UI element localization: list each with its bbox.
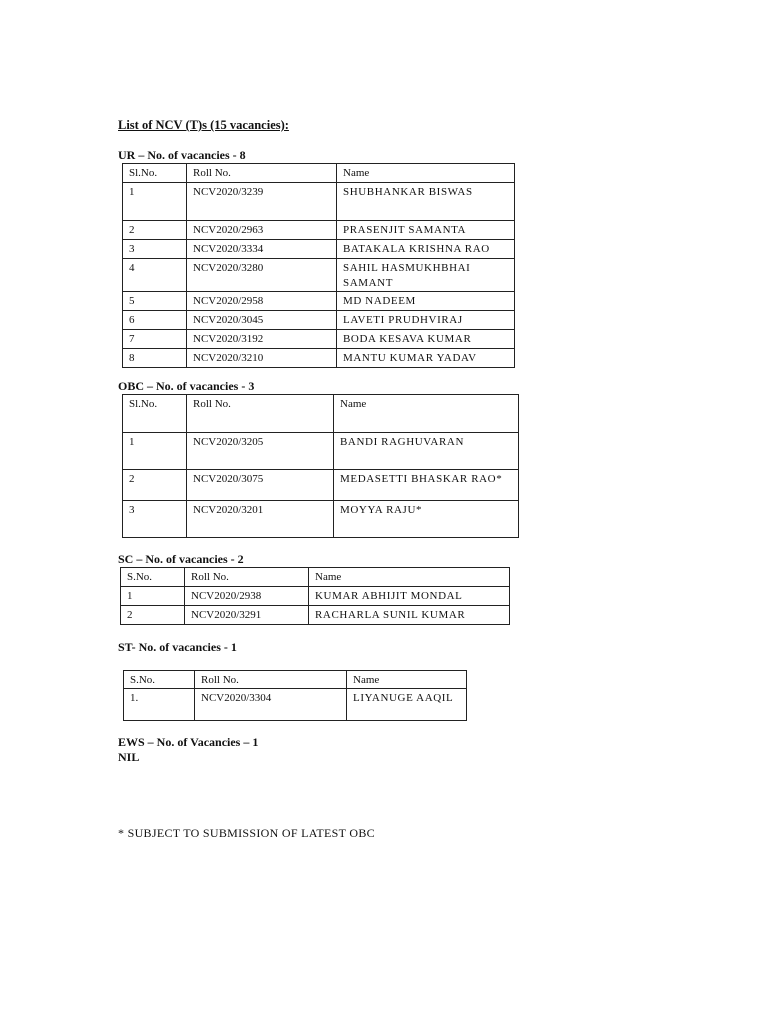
cell-name: SAHIL HASMUKHBHAI SAMANT: [337, 259, 515, 292]
cell-slno: 1.: [124, 689, 195, 721]
cell-roll: NCV2020/3192: [187, 330, 337, 349]
table-header-row: [124, 671, 467, 689]
cell-slno: 1: [123, 433, 187, 470]
col-header-slno: S.No.: [121, 568, 185, 587]
cell-roll: NCV2020/3280: [187, 259, 337, 292]
cell-name: MOYYA RAJU*: [334, 501, 519, 538]
cell-roll: NCV2020/3304: [195, 689, 347, 721]
cell-slno: 2: [123, 221, 187, 240]
table-header-row: [123, 164, 515, 183]
cell-slno: 7: [123, 330, 187, 349]
table-row: [121, 606, 510, 625]
cell-slno: 8: [123, 349, 187, 368]
cell-roll: NCV2020/2938: [185, 587, 309, 606]
cell-name: LIYANUGE AAQIL: [347, 689, 467, 721]
cell-slno: 2: [121, 606, 185, 625]
obc-heading: OBC – No. of vacancies - 3: [118, 379, 255, 393]
cell-name: LAVETI PRUDHVIRAJ: [337, 311, 515, 330]
cell-name: SHUBHANKAR BISWAS: [337, 183, 515, 221]
cell-roll: NCV2020/3210: [187, 349, 337, 368]
cell-slno: 5: [123, 292, 187, 311]
table-row: [123, 349, 515, 368]
ur-heading: UR – No. of vacancies - 8: [118, 148, 246, 162]
col-header-slno: Sl.No.: [123, 164, 187, 183]
cell-roll: NCV2020/3239: [187, 183, 337, 221]
table-row: [121, 587, 510, 606]
col-header-roll: Roll No.: [195, 671, 347, 689]
cell-name: BODA KESAVA KUMAR: [337, 330, 515, 349]
cell-roll: NCV2020/3201: [187, 501, 334, 538]
footnote: * SUBJECT TO SUBMISSION OF LATEST OBC: [118, 826, 375, 840]
cell-roll: NCV2020/3334: [187, 240, 337, 259]
table-row: [123, 292, 515, 311]
cell-roll: NCV2020/2963: [187, 221, 337, 240]
table-row: [123, 433, 519, 470]
cell-roll: NCV2020/3205: [187, 433, 334, 470]
ews-heading: EWS – No. of Vacancies – 1: [118, 735, 259, 749]
col-header-roll: Roll No.: [187, 164, 337, 183]
cell-slno: 1: [121, 587, 185, 606]
cell-roll: NCV2020/3045: [187, 311, 337, 330]
cell-slno: 4: [123, 259, 187, 292]
col-header-roll: Roll No.: [185, 568, 309, 587]
cell-slno: 2: [123, 470, 187, 501]
cell-name: KUMAR ABHIJIT MONDAL: [309, 587, 510, 606]
obc-table: [122, 394, 519, 538]
cell-name: BANDI RAGHUVARAN: [334, 433, 519, 470]
col-header-name: Name: [309, 568, 510, 587]
cell-name: PRASENJIT SAMANTA: [337, 221, 515, 240]
col-header-roll: Roll No.: [187, 395, 334, 433]
col-header-name: Name: [334, 395, 519, 433]
cell-name: MANTU KUMAR YADAV: [337, 349, 515, 368]
cell-name: BATAKALA KRISHNA RAO: [337, 240, 515, 259]
table-row: [123, 470, 519, 501]
ur-table: [122, 163, 515, 368]
document-title: List of NCV (T)s (15 vacancies):: [118, 118, 289, 132]
cell-name: MD NADEEM: [337, 292, 515, 311]
table-row: [123, 183, 515, 221]
table-row: [123, 221, 515, 240]
table-header-row: [123, 395, 519, 433]
cell-slno: 1: [123, 183, 187, 221]
cell-name: RACHARLA SUNIL KUMAR: [309, 606, 510, 625]
col-header-name: Name: [337, 164, 515, 183]
cell-name: MEDASETTI BHASKAR RAO*: [334, 470, 519, 501]
table-row: [123, 330, 515, 349]
sc-heading: SC – No. of vacancies - 2: [118, 552, 244, 566]
table-row: [123, 259, 515, 292]
table-row: [123, 311, 515, 330]
cell-slno: 3: [123, 501, 187, 538]
ews-value: NIL: [118, 750, 140, 764]
cell-roll: NCV2020/2958: [187, 292, 337, 311]
sc-table: [120, 567, 510, 625]
table-row: [123, 240, 515, 259]
st-table: [123, 670, 467, 721]
table-row: [124, 689, 467, 721]
table-header-row: [121, 568, 510, 587]
cell-roll: NCV2020/3291: [185, 606, 309, 625]
col-header-name: Name: [347, 671, 467, 689]
col-header-slno: Sl.No.: [123, 395, 187, 433]
table-row: [123, 501, 519, 538]
st-heading: ST- No. of vacancies - 1: [118, 640, 237, 654]
cell-slno: 3: [123, 240, 187, 259]
col-header-slno: S.No.: [124, 671, 195, 689]
cell-slno: 6: [123, 311, 187, 330]
cell-roll: NCV2020/3075: [187, 470, 334, 501]
